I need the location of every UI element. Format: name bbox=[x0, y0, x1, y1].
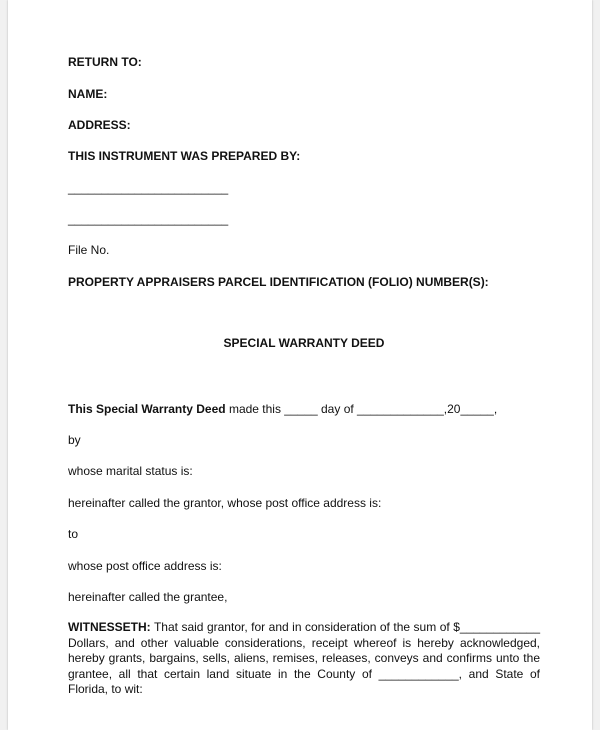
witnesseth-paragraph bbox=[68, 620, 540, 698]
to-text: to bbox=[68, 527, 79, 541]
document-page bbox=[8, 0, 592, 730]
witnesseth-label: WITNESSETH: bbox=[68, 620, 151, 634]
name-label: NAME: bbox=[68, 87, 108, 101]
blank-line: ________________________ bbox=[68, 181, 229, 195]
grantee-text: hereinafter called the grantee, bbox=[68, 590, 228, 604]
document-title: SPECIAL WARRANTY DEED bbox=[223, 336, 385, 350]
intro-rest: made this _____ day of _____________,20_____, bbox=[225, 402, 498, 416]
blank-line: ________________________ bbox=[68, 212, 229, 226]
prepared-by-label: THIS INSTRUMENT WAS PREPARED BY: bbox=[68, 149, 301, 163]
intro-bold: This Special Warranty Deed bbox=[68, 402, 226, 416]
address-label: ADDRESS: bbox=[68, 118, 131, 132]
grantor-text: hereinafter called the grantor, whose post office address is: bbox=[68, 496, 382, 510]
by-text: by bbox=[68, 433, 81, 447]
file-no-label: File No. bbox=[68, 243, 110, 257]
marital-status-text: whose marital status is: bbox=[68, 464, 193, 478]
post-office-text: whose post office address is: bbox=[68, 559, 222, 573]
intro-line bbox=[68, 402, 497, 416]
return-to-label: RETURN TO: bbox=[68, 55, 142, 69]
parcel-id-label: PROPERTY APPRAISERS PARCEL IDENTIFICATION (FOLIO) NUMBER(S): bbox=[68, 275, 489, 289]
witnesseth-text: That said grantor, for and in consideration of the sum of $____________ Dollars, and other valuable considerations, receipt whereof is hereby acknowledged, hereby grants, bargains, sells, aliens, remises, releases, conveys and confirms unto the grantee, all that certain land situate in the County of ____________, and State of Florida, to wit: bbox=[68, 620, 540, 696]
